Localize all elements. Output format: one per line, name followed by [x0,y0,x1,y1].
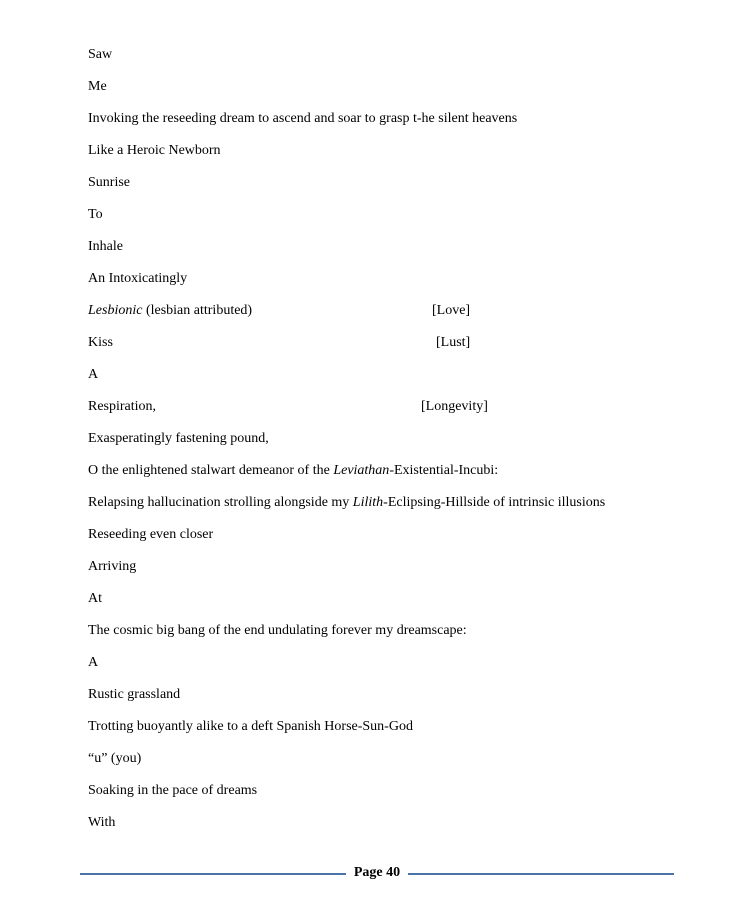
line-text: Relapsing hallucination strolling alongside my [88,495,353,510]
poem-line [88,428,708,460]
poem-line [88,268,708,300]
poem-line [88,716,708,748]
poem-line [88,108,708,140]
footer-rule-right [408,873,674,875]
poem-line [88,140,708,172]
line-text: Rustic grassland [88,687,181,702]
poem-line [88,748,708,780]
line-text: -Eclipsing-Hillside of intrinsic illusions [383,495,606,510]
italic-word: Leviathan [333,463,390,478]
poem-line [88,620,708,652]
poem-line [88,44,708,76]
bracket-note: [Longevity] [421,399,488,414]
line-text: Invoking the reseeding dream to ascend and soar to grasp t-he silent heavens [88,111,518,126]
line-text: A [88,367,99,382]
poem-body [88,44,708,844]
poem-line [88,652,708,684]
poem-line [88,364,708,396]
page-footer [80,862,674,886]
poem-line [88,492,708,524]
line-text: With [88,815,116,830]
line-text: Exasperatingly fastening pound, [88,431,269,446]
bracket-note: [Lust] [436,335,471,350]
line-text: At [88,591,102,606]
line-text: Me [88,79,107,94]
line-text: (lesbian attributed) [142,303,253,318]
poem-line [88,684,708,716]
poem-line [88,236,708,268]
line-text: An Intoxicatingly [88,271,188,286]
poem-line [88,332,708,364]
line-text: Soaking in the pace of dreams [88,783,258,798]
bracket-note: [Love] [432,303,471,318]
page-number: Page 40 [353,865,401,880]
poem-line [88,524,708,556]
poem-line [88,780,708,812]
line-text: Arriving [88,559,137,574]
line-text: Trotting buoyantly alike to a deft Spanish Horse-Sun-God [88,719,413,734]
line-text: Inhale [88,239,123,254]
line-text: Kiss [88,335,113,350]
poem-line [88,204,708,236]
poem-line [88,76,708,108]
poem-line [88,300,708,332]
line-text: Reseeding even closer [88,527,214,542]
italic-word: Lilith [352,495,384,510]
poem-line [88,588,708,620]
line-text: Like a Heroic Newborn [88,143,221,158]
line-text: O the enlightened stalwart demeanor of the [88,463,334,478]
line-text: Sunrise [88,175,130,190]
poem-line [88,172,708,204]
line-text: A [88,655,99,670]
line-text: “u” (you) [88,751,142,766]
poem-line [88,556,708,588]
poem-line [88,812,708,844]
line-text: -Existential-Incubi: [389,463,499,478]
poem-line [88,396,708,428]
line-text: Saw [88,47,113,62]
line-text: Respiration, [88,399,157,414]
footer-rule-left [80,873,346,875]
poem-line [88,460,708,492]
line-text: To [88,207,103,222]
italic-word: Lesbionic [88,303,143,318]
line-text: The cosmic big bang of the end undulating forever my dreamscape: [88,623,467,638]
